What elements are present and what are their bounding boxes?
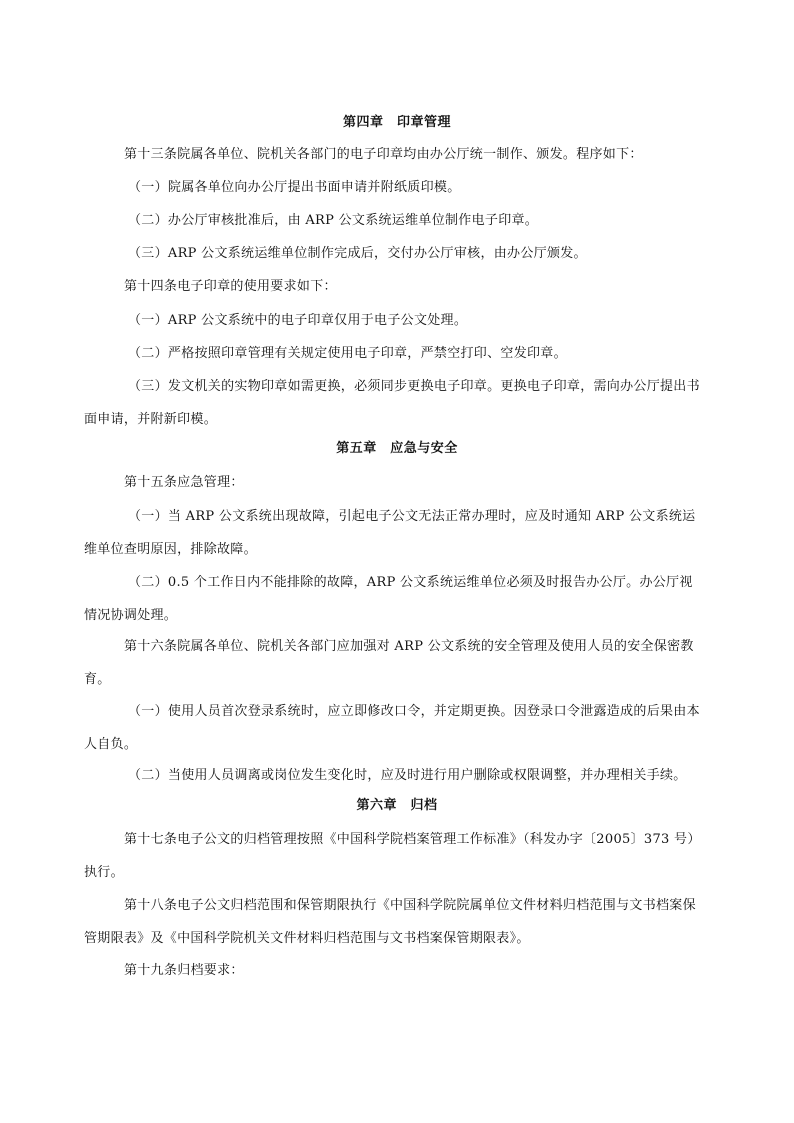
article-14-item-3: （三）发文机关的实物印章如需更换，必须同步更换电子印章。更换电子印章，需向办公厅提出书面申请，并附新印模。 xyxy=(84,379,700,427)
article-17: 第十七条电子公文的归档管理按照《中国科学院档案管理工作标准》（科发办字〔2005〕373 号）执行。 xyxy=(84,832,701,880)
chapter-5-heading: 第五章 应急与安全 xyxy=(336,441,458,456)
article-16-item-2: （二）当使用人员调离或岗位发生变化时，应及时进行用户删除或权限调整，并办理相关手续。 xyxy=(128,768,687,783)
article-15-item-2: （二）0.5 个工作日内不能排除的故障，ARP 公文系统运维单位必须及时报告办公厅。办公厅视情况协调处理。 xyxy=(84,575,693,623)
article-13: 第十三条院属各单位、院机关各部门的电子印章均由办公厅统一制作、颁发。程序如下： xyxy=(124,147,643,162)
article-15-item-1: （一）当 ARP 公文系统出现故障，引起电子公文无法正常办理时，应及时通知 ARP 公文系统运维单位查明原因，排除故障。 xyxy=(84,509,696,557)
article-16: 第十六条院属各单位、院机关各部门应加强对 ARP 公文系统的安全管理及使用人员的安全保密教育。 xyxy=(84,639,694,687)
article-14: 第十四条电子印章的使用要求如下： xyxy=(124,279,337,294)
article-19: 第十九条归档要求： xyxy=(124,963,244,978)
chapter-4-heading: 第四章 印章管理 xyxy=(342,115,451,130)
chapter-6-heading: 第六章 归档 xyxy=(356,798,438,813)
article-15: 第十五条应急管理： xyxy=(124,475,244,490)
article-16-item-1: （一）使用人员首次登录系统时，应立即修改口令，并定期更换。因登录口令泄露造成的后果由本人自负。 xyxy=(84,704,700,752)
article-14-item-1: （一）ARP 公文系统中的电子印章仅用于电子公文处理。 xyxy=(128,313,468,328)
article-18: 第十八条电子公文归档范围和保管期限执行《中国科学院院属单位文件材料归档范围与文书档案保管期限表》及《中国科学院机关文件材料归档范围与文书档案保管期限表》。 xyxy=(84,898,696,946)
article-14-item-2: （二）严格按照印章管理有关规定使用电子印章，严禁空打印、空发印章。 xyxy=(128,346,567,361)
article-13-item-1: （一）院属各单位向办公厅提出书面申请并附纸质印模。 xyxy=(128,180,461,195)
article-13-item-2: （二）办公厅审核批准后，由 ARP 公文系统运维单位制作电子印章。 xyxy=(128,213,539,228)
article-13-item-3: （三）ARP 公文系统运维单位制作完成后，交付办公厅审核，由办公厅颁发。 xyxy=(128,246,587,261)
